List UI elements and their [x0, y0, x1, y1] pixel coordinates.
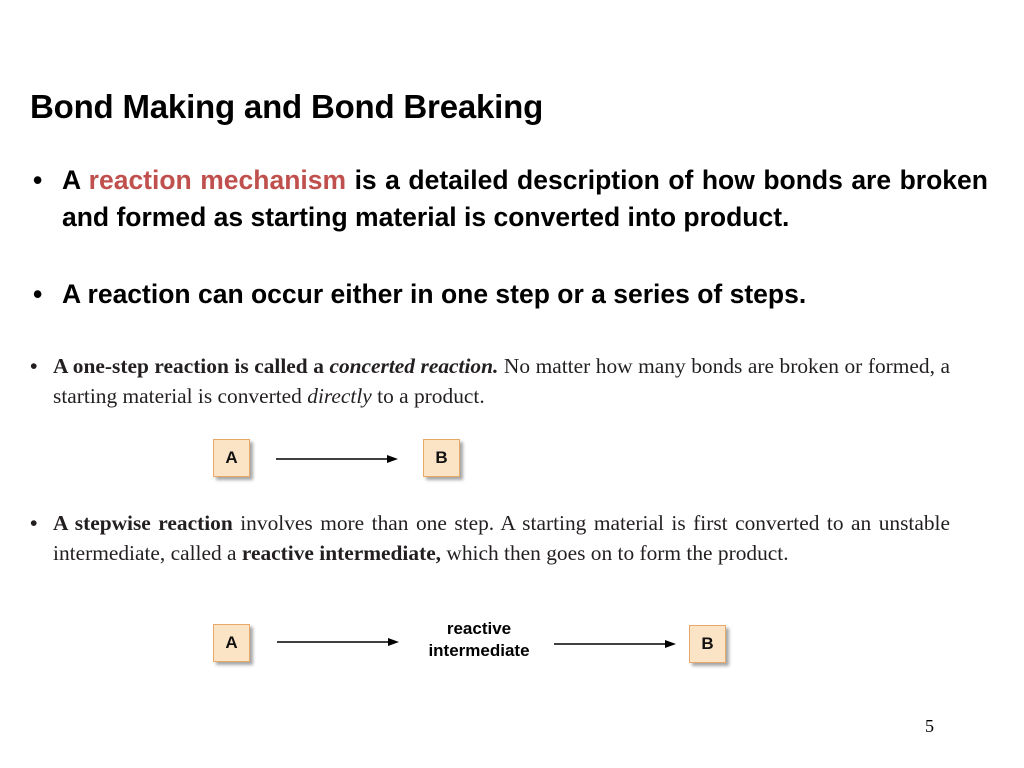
reactant-box-a: A — [213, 439, 250, 477]
reactant-box-a: A — [213, 624, 250, 662]
bullet-reaction-mechanism — [33, 162, 988, 236]
intermediate-line-1: reactive — [446, 619, 512, 638]
textbook-one-step — [30, 352, 950, 411]
bullet-text — [62, 162, 988, 236]
bullet-rest: is a detailed description of how bonds are broken and formed as starting material is converted into product. — [62, 165, 988, 232]
bullet-steps — [33, 276, 988, 313]
textbook-text — [53, 352, 950, 411]
text-part: No matter how many bonds are broken or formed, a starting material is converted — [53, 354, 950, 408]
reaction-arrow — [277, 635, 399, 649]
reactive-intermediate-label — [412, 618, 546, 662]
textbook-text — [53, 509, 950, 568]
bullet-lead: A — [62, 165, 81, 195]
concerted-term: concerted reaction. — [329, 354, 499, 378]
intermediate-line-2: intermediate — [428, 641, 530, 660]
bullet-marker: • — [33, 279, 43, 309]
bold-phrase: reactive intermediate, — [241, 540, 442, 565]
bullet-text: A reaction can occur either in one step or a series of steps. — [62, 279, 807, 309]
text-part: which then goes on to form the product. — [446, 540, 789, 565]
page-number: 5 — [925, 716, 934, 736]
bullet-marker: • — [30, 511, 38, 535]
italic-word: directly — [307, 383, 372, 408]
product-box-b: B — [689, 625, 726, 663]
bold-phrase: A stepwise reaction — [53, 511, 233, 535]
reaction-arrow — [554, 637, 676, 651]
bullet-marker: • — [33, 165, 43, 195]
bullet-marker: • — [30, 354, 38, 378]
reaction-arrow — [276, 452, 398, 466]
slide-title: Bond Making and Bond Breaking — [30, 88, 544, 125]
product-box-b: B — [423, 439, 460, 477]
text-part: to a product. — [377, 383, 485, 408]
highlight-term: reaction mechanism — [88, 165, 347, 195]
bold-phrase: A one-step reaction is called a — [53, 354, 324, 378]
textbook-stepwise — [30, 509, 950, 568]
text-part: involves more than one step. A starting material is first converted to an unstable intermediate, called a — [53, 511, 950, 565]
